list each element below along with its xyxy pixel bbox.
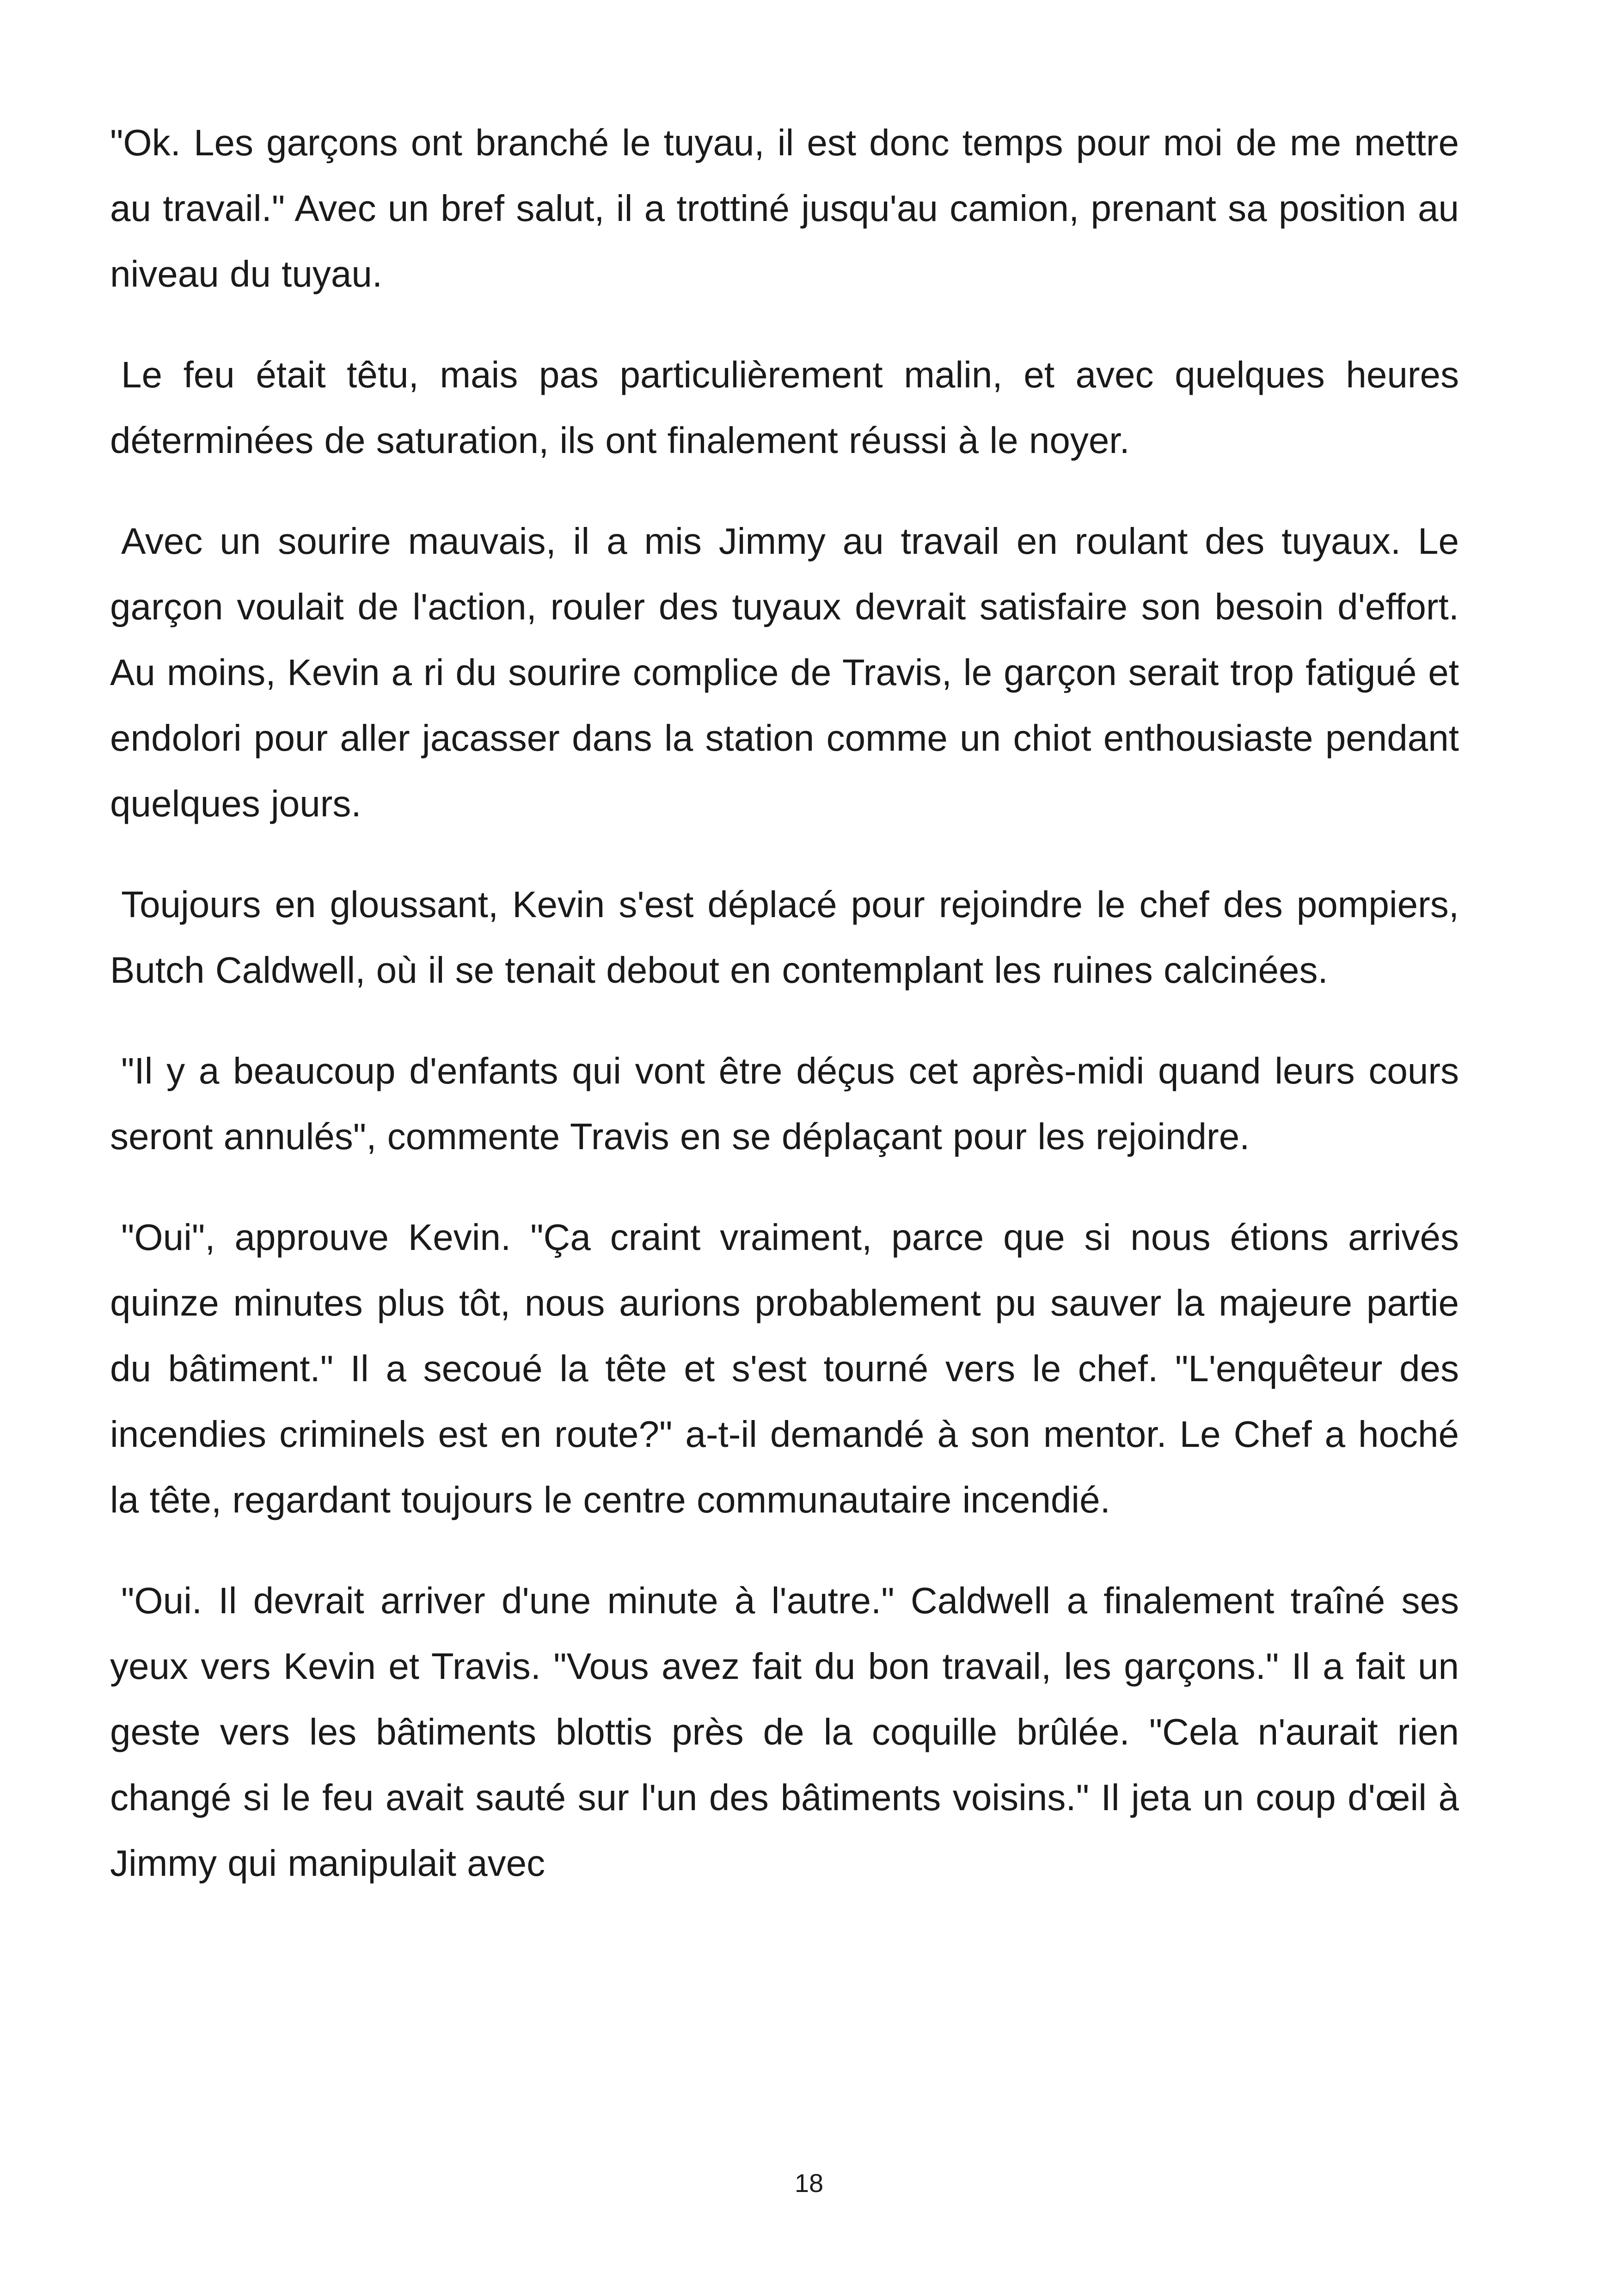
paragraph-4: Toujours en gloussant, Kevin s'est déplacé pour rejoindre le chef des pompiers, Butch Caldwell, où il se tenait debout en contemplant les ruines calcinées. [110, 884, 1459, 991]
paragraph-2: Le feu était têtu, mais pas particulièrement malin, et avec quelques heures déterminées de saturation, ils ont finalement réussi à le noyer. [110, 354, 1459, 461]
paragraph-1: "Ok. Les garçons ont branché le tuyau, il est donc temps pour moi de me mettre au travail." Avec un bref salut, il a trottiné jusqu'au camion, prenant sa position au niveau du tuyau. [110, 122, 1459, 294]
paragraph-7: "Oui. Il devrait arriver d'une minute à l'autre." Caldwell a finalement traîné ses yeux vers Kevin et Travis. "Vous avez fait du bon travail, les garçons." Il a fait un geste vers les bâtiments blottis près de la coquille brûlée. "Cela n'aurait rien changé si le feu avait sauté sur l'un des bâtiments voisins." Il jeta un coup d'œil à Jimmy qui manipulait avec [110, 1580, 1459, 1884]
body-text [110, 110, 1459, 1931]
paragraph-6: "Oui", approuve Kevin. "Ça craint vraiment, parce que si nous étions arrivés quinze minutes plus tôt, nous aurions probablement pu sauver la majeure partie du bâtiment." Il a secoué la tête et s'est tourné vers le chef. "L'enquêteur des incendies criminels est en route?" a-t-il demandé à son mentor. Le Chef a hoché la tête, regardant toujours le centre communautaire incendié. [110, 1217, 1459, 1520]
paragraph-3: Avec un sourire mauvais, il a mis Jimmy au travail en roulant des tuyaux. Le garçon voulait de l'action, rouler des tuyaux devrait satisfaire son besoin d'effort. Au moins, Kevin a ri du sourire complice de Travis, le garçon serait trop fatigué et endolori pour aller jacasser dans la station comme un chiot enthousiaste pendant quelques jours. [110, 520, 1459, 824]
page-number: 18 [794, 2168, 824, 2198]
paragraph-5: "Il y a beaucoup d'enfants qui vont être déçus cet après-midi quand leurs cours seront annulés", commente Travis en se déplaçant pour les rejoindre. [110, 1050, 1459, 1157]
